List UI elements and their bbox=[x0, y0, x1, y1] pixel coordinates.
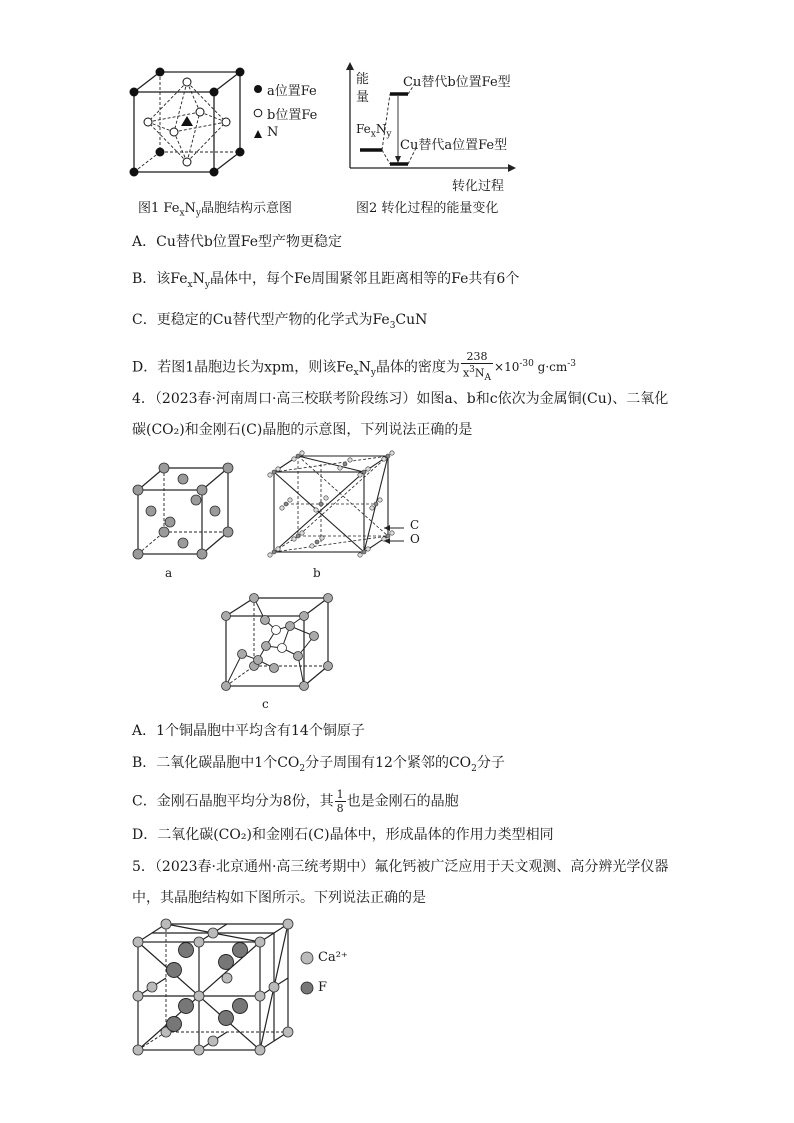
fig-a-label: a bbox=[165, 566, 173, 580]
fig2-caption: 图2 转化过程的能量变化 bbox=[356, 201, 499, 216]
legend-n-icon bbox=[253, 129, 263, 139]
fig-a-copper-cell bbox=[130, 460, 236, 562]
fig-caf2-cell bbox=[128, 916, 298, 1058]
fig-b-co2-cell bbox=[266, 450, 396, 558]
q4-option-a: A．1个铜晶胞中平均含有14个铜原子 bbox=[132, 723, 365, 739]
q3-option-c: C．更稳定的Cu替代型产物的化学式为$Fe_3CuN$ bbox=[132, 312, 428, 331]
q3-option-d: D．若图1晶胞边长为xpm，则该$Fe_xN_y$晶体的密度为 $\frac{238}{x^3N_A}$ $\times 10^{-30}$ $g\cdot cm^{-3}$ bbox=[132, 350, 577, 383]
fig1-unit-cell-diagram bbox=[128, 66, 248, 178]
legend-c-label: C bbox=[410, 518, 420, 532]
legend-a-fe-label: a位置Fe bbox=[267, 84, 317, 99]
q4-option-d: D．二氧化碳(CO₂)和金刚石(C)晶体中，形成晶体的作用力类型相同 bbox=[132, 827, 554, 843]
fig2-start-label: $Fe_xN_y$ bbox=[356, 122, 392, 140]
legend-c-arrow-icon bbox=[382, 523, 408, 533]
q5-stem-line2: 中，其晶胞结构如下图所示。下列说法正确的是 bbox=[132, 890, 426, 906]
one-eighth-fraction: $\frac{1}{8}$ bbox=[336, 788, 344, 815]
legend-o-arrow-icon bbox=[382, 536, 408, 546]
fig2-level-top-label: Cu替代b位置Fe型 bbox=[403, 75, 511, 90]
fig2-y-label-2: 量 bbox=[356, 90, 370, 105]
density-fraction: $\frac{238}{x^3N_A}$ bbox=[462, 350, 492, 383]
fig2-x-label: 转化过程 bbox=[452, 179, 505, 194]
legend-ca-icon bbox=[300, 951, 314, 965]
fig-b-label: b bbox=[313, 566, 321, 580]
legend-f-icon bbox=[300, 981, 314, 995]
fig1-caption: 图1 $Fe_xN_y$晶胞结构示意图 bbox=[138, 201, 292, 219]
q4-option-c: C．金刚石晶胞平均分为8份，其 $\frac{1}{8}$ 也是金刚石的晶胞 bbox=[132, 788, 459, 815]
fig2-y-label-1: 能 bbox=[356, 72, 370, 87]
legend-f-label: F bbox=[318, 980, 328, 995]
q3-option-b: B．该$Fe_xN_y$晶体中，每个Fe周围紧邻且距离相等的Fe共有6个 bbox=[132, 271, 520, 290]
q3-option-a: A．Cu替代b位置Fe型产物更稳定 bbox=[132, 234, 343, 250]
fig-c-diamond-cell bbox=[218, 590, 336, 694]
q4-option-b: B．二氧化碳晶胞中1个$CO_2$分子周围有12个紧邻的$CO_2$分子 bbox=[132, 755, 505, 774]
q4-stem-line2: 碳(CO₂)和金刚石(C)晶胞的示意图，下列说法正确的是 bbox=[132, 422, 473, 438]
legend-o-label: O bbox=[410, 532, 420, 546]
q5-stem-line1: 5．（2023春·北京通州·高三统考期中）氟化钙被广泛应用于天文观测、高分辨光学仪器 bbox=[132, 859, 669, 875]
legend-b-fe-label: b位置Fe bbox=[267, 108, 318, 123]
q4-stem-line1: 4．（2023春·河南周口·高三校联考阶段练习）如图a、b和c依次为金属铜(Cu)、二氧化 bbox=[132, 391, 669, 407]
legend-a-fe-icon bbox=[253, 84, 263, 94]
legend-ca-label: Ca²⁺ bbox=[318, 950, 348, 965]
fig2-level-low-label: Cu替代a位置Fe型 bbox=[400, 138, 508, 153]
fig-c-label: c bbox=[262, 697, 269, 711]
legend-b-fe-icon bbox=[253, 108, 263, 118]
legend-n-label: N bbox=[267, 125, 279, 140]
